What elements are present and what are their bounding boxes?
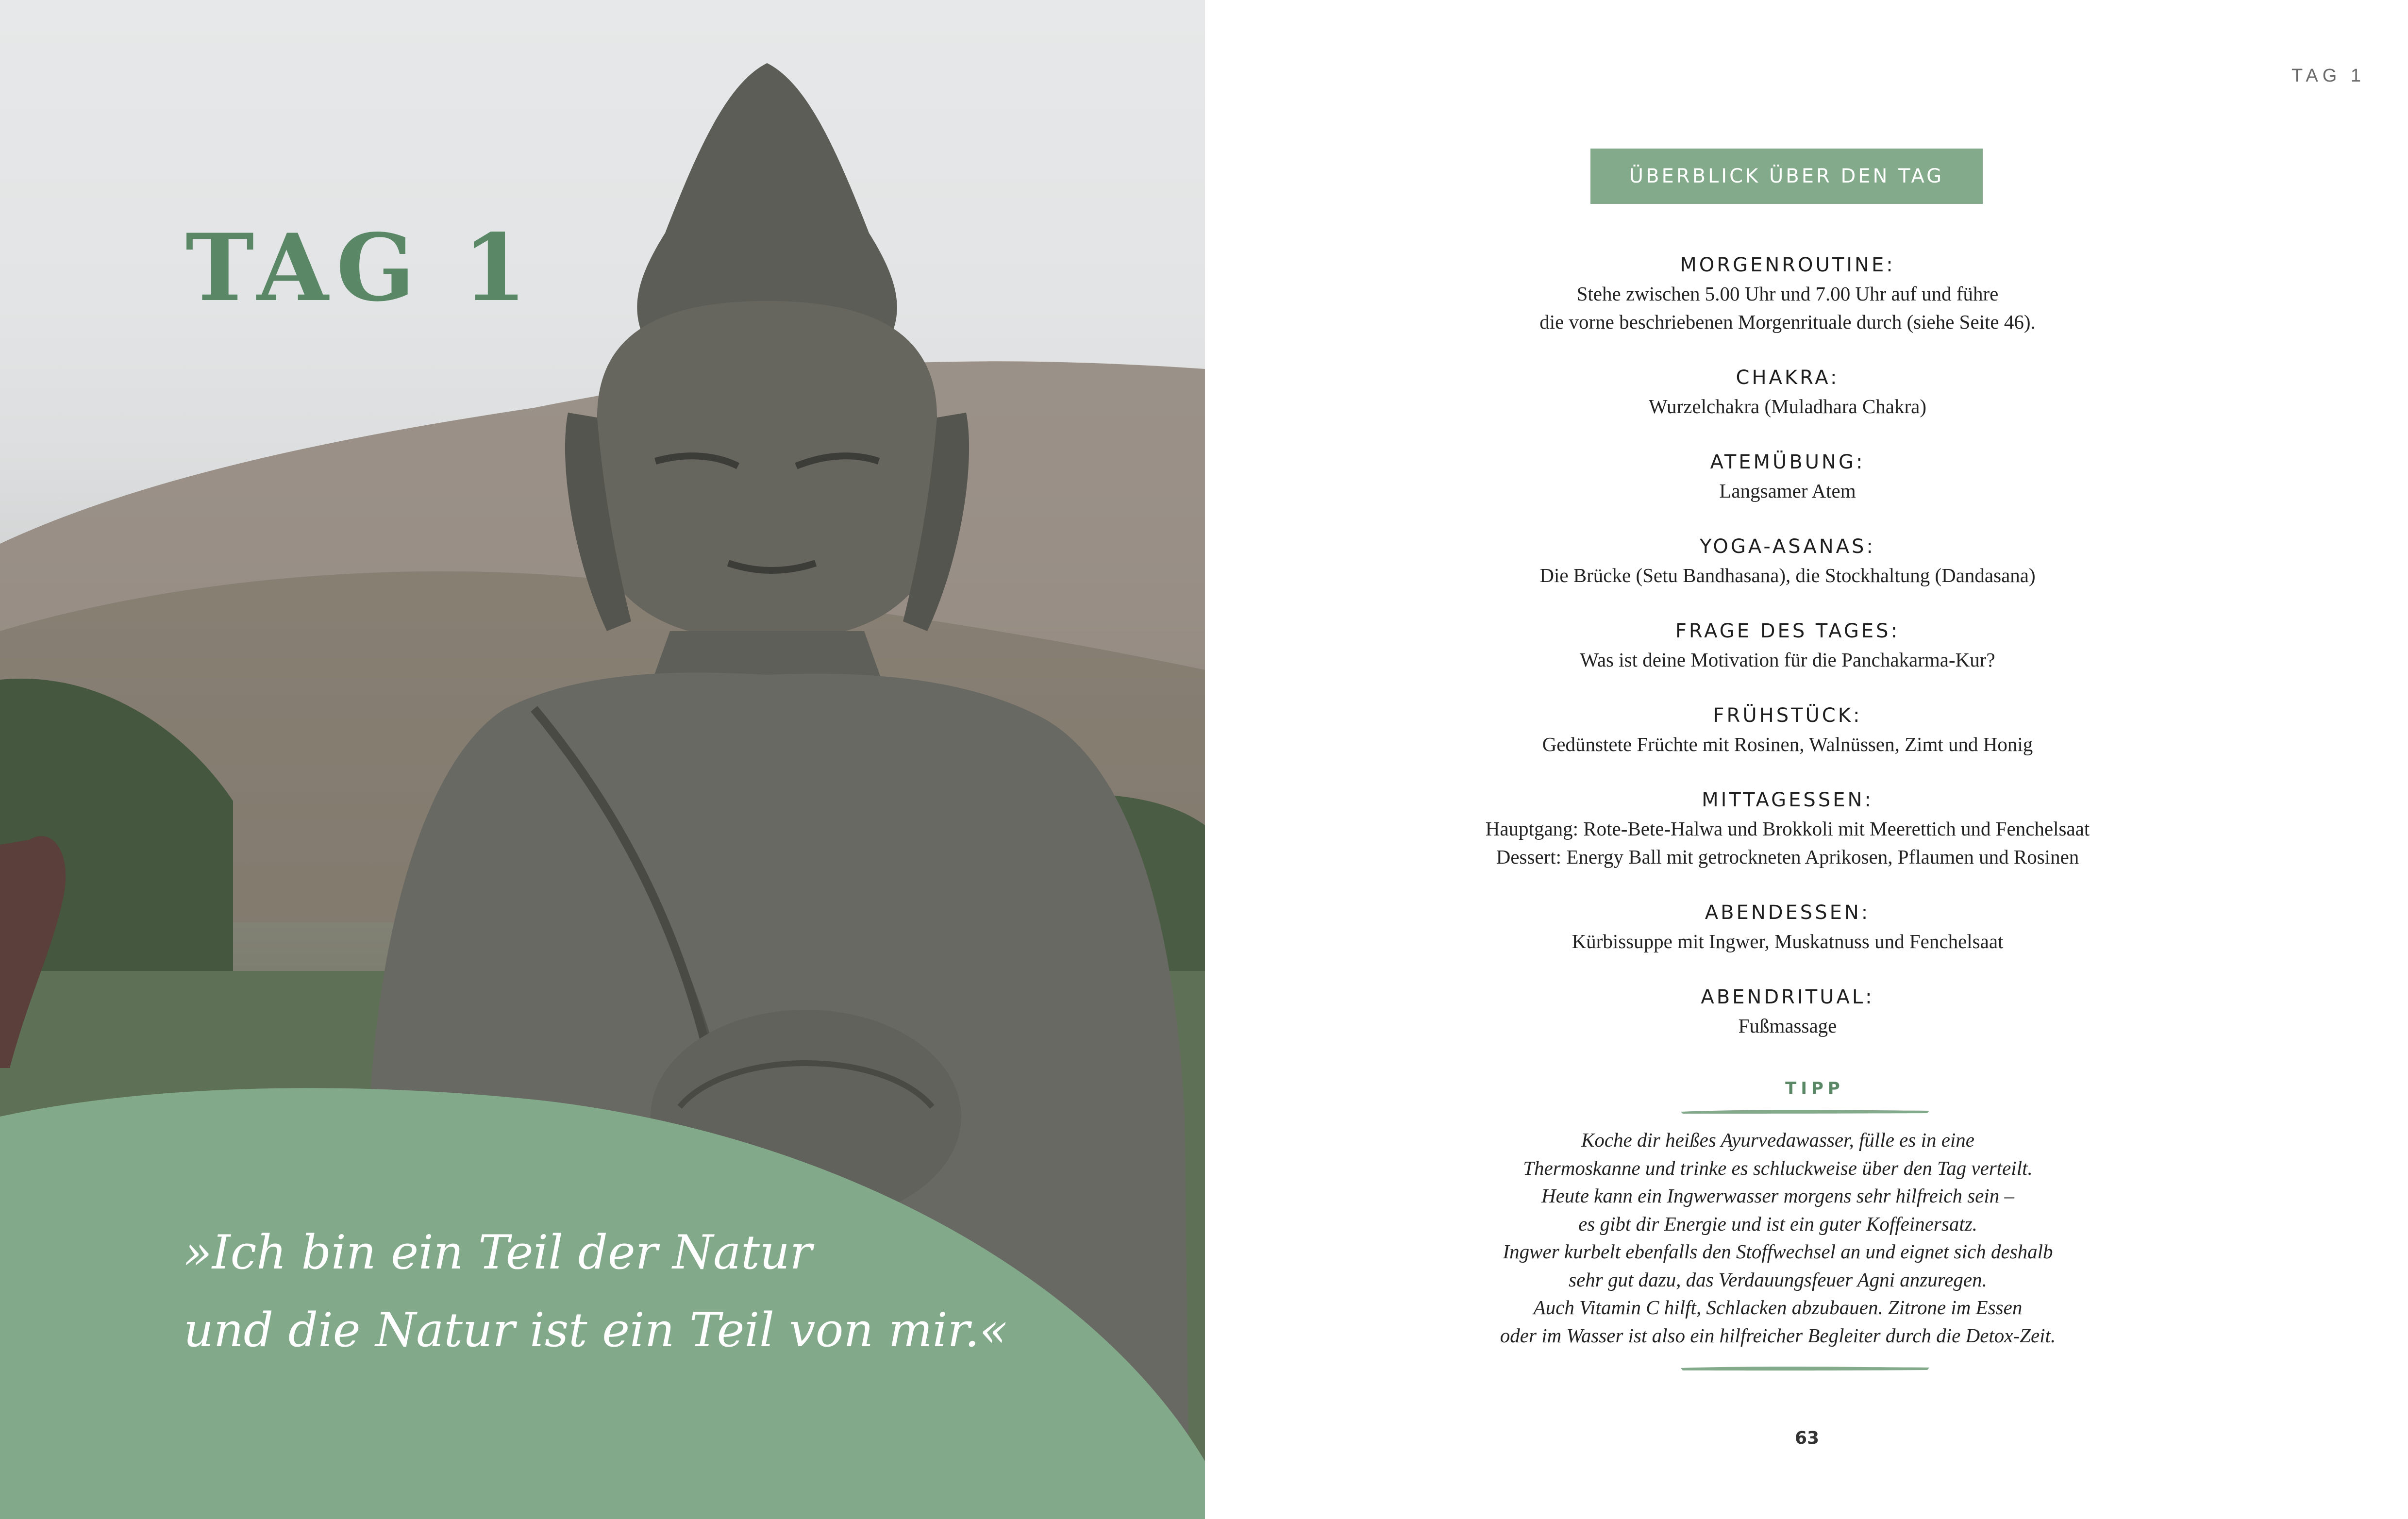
tip-text xyxy=(1399,1126,2157,1350)
section-text: Langsamer Atem xyxy=(1719,480,1856,502)
tip-heading xyxy=(1679,1079,1951,1098)
section-text: Kürbissuppe mit Ingwer, Muskatnuss und Fenchelsaat xyxy=(1572,930,2004,952)
overview-heading-box xyxy=(1590,149,1983,204)
section-chakra xyxy=(1302,363,2273,420)
tip-line: es gibt dir Energie und ist ein guter Koffeinersatz. xyxy=(1578,1212,1977,1235)
section-text: Fußmassage xyxy=(1738,1015,1837,1037)
section-yoga-asanas xyxy=(1302,532,2273,589)
section-text: Was ist deine Motivation für die Panchakarma-Kur? xyxy=(1580,649,1995,671)
section-abendritual xyxy=(1302,983,2273,1040)
tip-line: Thermoskanne und trinke es schluckweise über den Tag verteilt. xyxy=(1523,1156,2033,1179)
section-heading: FRÜHSTÜCK: xyxy=(1713,704,1862,727)
tip-line: Ingwer kurbelt ebenfalls den Stoffwechsel an und eignet sich deshalb xyxy=(1503,1240,2053,1263)
section-heading: MORGENROUTINE: xyxy=(1680,254,1895,276)
section-text: Stehe zwischen 5.00 Uhr und 7.00 Uhr auf und führe xyxy=(1576,283,1999,305)
quote-line-1: »Ich bin ein Teil der Natur xyxy=(184,1225,812,1280)
page-number: 63 xyxy=(1794,1428,1820,1448)
quote xyxy=(184,1214,1106,1369)
tip-line: Heute kann ein Ingwerwasser morgens sehr hilfreich sein – xyxy=(1541,1185,2014,1207)
running-head: TAG 1 xyxy=(2291,66,2365,86)
section-heading: ABENDESSEN: xyxy=(1705,901,1871,924)
right-page xyxy=(1205,0,2408,1519)
quote-line-2: und die Natur ist ein Teil von mir.« xyxy=(184,1303,1008,1357)
section-fruehstueck xyxy=(1302,701,2273,758)
day-title: TAG 1 xyxy=(185,214,535,322)
section-heading: MITTAGESSEN: xyxy=(1702,789,1873,811)
section-text: Die Brücke (Setu Bandhasana), die Stockhaltung (Dandasana) xyxy=(1539,564,2036,586)
section-heading: ATEMÜBUNG: xyxy=(1710,451,1865,473)
tip-line: sehr gut dazu, das Verdauungsfeuer Agni anzuregen. xyxy=(1569,1268,1987,1291)
tip-line: oder im Wasser ist also ein hilfreicher Begleiter durch die Detox-Zeit. xyxy=(1500,1324,2056,1347)
section-heading: FRAGE DES TAGES: xyxy=(1675,620,1900,642)
section-text: Wurzelchakra (Muladhara Chakra) xyxy=(1648,395,1927,417)
section-mittagessen xyxy=(1302,785,2273,871)
section-heading: CHAKRA: xyxy=(1736,367,1839,389)
day-overview xyxy=(1302,250,2273,1067)
section-text: Gedünstete Früchte mit Rosinen, Walnüssen, Zimt und Honig xyxy=(1542,733,2033,755)
section-abendessen xyxy=(1302,898,2273,955)
section-text: Dessert: Energy Ball mit getrockneten Aprikosen, Pflaumen und Rosinen xyxy=(1496,846,2079,868)
tip-label: TIPP xyxy=(1785,1079,1844,1098)
tip-divider-top xyxy=(1679,1108,1931,1115)
tip-divider-bottom xyxy=(1679,1365,1931,1372)
section-text: die vorne beschriebenen Morgenrituale durch (siehe Seite 46). xyxy=(1539,311,2036,333)
section-frage-des-tages xyxy=(1302,617,2273,674)
section-morgenroutine xyxy=(1302,250,2273,336)
section-atemuebung xyxy=(1302,448,2273,505)
section-text: Hauptgang: Rote-Bete-Halwa und Brokkoli mit Meerettich und Fenchelsaat xyxy=(1485,818,2090,840)
tip-line: Koche dir heißes Ayurvedawasser, fülle es in eine xyxy=(1581,1129,1974,1151)
overview-heading: ÜBERBLICK ÜBER DEN TAG xyxy=(1629,165,1944,187)
tip-line: Auch Vitamin C hilft, Schlacken abzubauen. Zitrone im Essen xyxy=(1533,1296,2023,1319)
section-heading: ABENDRITUAL: xyxy=(1701,986,1874,1008)
section-heading: YOGA-ASANAS: xyxy=(1700,535,1875,558)
